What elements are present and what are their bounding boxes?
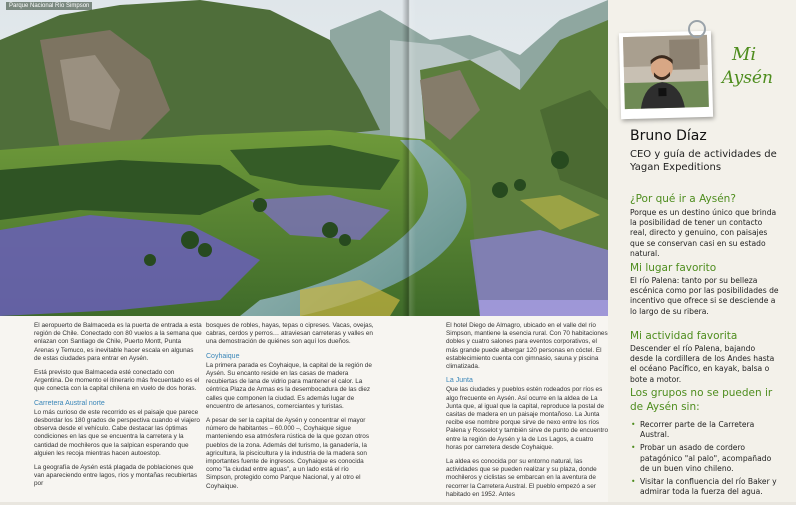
answer-favorite-place: El río Palena: tanto por su belleza escénica como por las posibilidades de incentivo que ofrece si se desciende a lo largo de su ribera. <box>630 276 779 316</box>
question-favorite-place: Mi lugar favorito <box>630 262 717 274</box>
guide-role: CEO y guía de actividades de Yagan Expeditions <box>630 149 777 173</box>
guide-name: Bruno Díaz <box>630 128 707 144</box>
sidebar-title-line-2: Aysén <box>722 68 773 88</box>
paragraph: Que las ciudades y pueblos estén rodeados por ríos es algo frecuente en Aysén. Así ocurre en la aldea de La Junta que, al igual que la capital, reproduce la postal de casitas de madera en un paisaje montañoso. La Junta recibe ese nombre porque sirve de nexo entre los ríos Palena y Rosselot y también sirve de punto de encuentro entre la región de Aysén y la de Los Lagos, a cuatro horas por carretera desde Coyhaique. <box>446 386 608 451</box>
answer-favorite-activity: Descender el río Palena, bajando desde la cordillera de los Andes hasta el océano Pacífico, en kayak, balsa o bote a motor. <box>630 344 775 384</box>
person-portrait-image <box>619 31 713 119</box>
paperclip-icon <box>688 20 706 38</box>
question-why-aysen: ¿Por qué ir a Aysén? <box>630 193 736 205</box>
list-item: • Probar un asado de cordero patagónico "al palo", acompañado de un buen vino chileno. <box>640 443 780 474</box>
valley-river-illustration <box>0 0 608 316</box>
sidebar-title-line-1: Mi <box>732 44 757 65</box>
paragraph: A pesar de ser la capital de Aysén y concentrar el mayor número de habitantes – 60.000 –, Coyhaique sigue manteniendo esa atmósfera rústica de la que gozan otros pueblos de la zona. Además del turismo, la ganadería, la agricultura, la piscicultura y la industria de la madera son importantes fuente de ingresos. Coyhaique es conocida como "la ciudad entre aguas", a un lado está el río Simpson, protegido como Parque Nacional, y al otro el Coyhaique. <box>206 417 370 490</box>
article-column-1 <box>34 322 202 495</box>
paragraph: La aldea es conocida por su entorno natural, las actividades que se pueden realizar y su plaza, donde mochileros y ciclistas se embarcan en la aventura de recorrer la Carretera Austral. El pueblo empezó a ser habitado en 1952. Antes <box>446 458 597 498</box>
list-item: • Recorrer parte de la Carretera Austral. <box>640 420 780 440</box>
list-item: • Visitar la confluencia del río Baker y admirar toda la fuerza del agua. <box>640 477 780 497</box>
landscape-photo <box>0 0 608 316</box>
paragraph: El hotel Diego de Almagro, ubicado en el valle del río Simpson, mantiene la esencia rural. Con 70 habitaciones dobles y cuatro salones para eventos corporativos, el más grande puede albergar 120 personas en cóctel. El establecimiento cuenta con gimnasio, sauna y piscina climatizada. <box>446 322 608 371</box>
paragraph: Lo más curioso de este recorrido es el paisaje que parece desbordar los 180 grados de perspectiva cuando el viajero observa desde el vehículo. Cabe destacar las óptimas condiciones en las que se encuentra la carretera y la cantidad de mochileros que la salpican esperando que alguien les recoja mientras hacen autoestop. <box>34 408 200 457</box>
article-column-3 <box>446 322 608 505</box>
must-do-list <box>630 420 780 500</box>
paragraph: Está previsto que Balmaceda esté conectado con Argentina. De momento el itinerario más frecuentado es el que conecta con la capital chilena en vuelo de dos horas. <box>34 369 200 393</box>
section-heading: Carretera Austral norte <box>34 399 105 407</box>
section-heading: Coyhaique <box>206 352 240 360</box>
question-must-do: Los grupos no se pueden ir de Aysén sin: <box>630 387 773 413</box>
photo-caption: Parque Nacional Río Simpson <box>6 2 92 10</box>
section-heading: La Junta <box>446 377 473 385</box>
answer-why-aysen: Porque es un destino único que brinda la posibilidad de tener un contacto real, directo y genuino, con paisajes que se conservan casi en su estado natural. <box>630 208 777 258</box>
article-column-2 <box>206 322 374 497</box>
paragraph: bosques de robles, hayas, tepas o cipreses. Vacas, ovejas, cabras, cerdos y perros… atraviesan carreteras y valles en una demostración de quiénes son aquí los dueños. <box>206 322 374 346</box>
question-favorite-activity: Mi actividad favorita <box>630 330 738 342</box>
portrait-photo <box>619 31 713 119</box>
paragraph: El aeropuerto de Balmaceda es la puerta de entrada a esta región de Chile. Conectado con 80 vuelos a la semana que enlazan con Santiago de Chile, Puerto Montt, Punta Arenas y Temuco, es inevitable hacer escala en algunas de estas ciudades para entrar en Aysén. <box>34 322 202 362</box>
paragraph: La geografía de Aysén está plagada de poblaciones que van apareciendo entre lagos, ríos y montañas recubiertas por <box>34 464 198 488</box>
paragraph: La primera parada es Coyhaique, la capital de la región de Aysén. Su encanto reside en las casas de madera recubiertas de lana de vidrio para mantener el calor. La céntrica Plaza de Armas es la desembocadura de las diez calles que componen la ciudad. Es además lugar de encuentro de artesanos, comerciantes y turistas. <box>206 361 372 410</box>
